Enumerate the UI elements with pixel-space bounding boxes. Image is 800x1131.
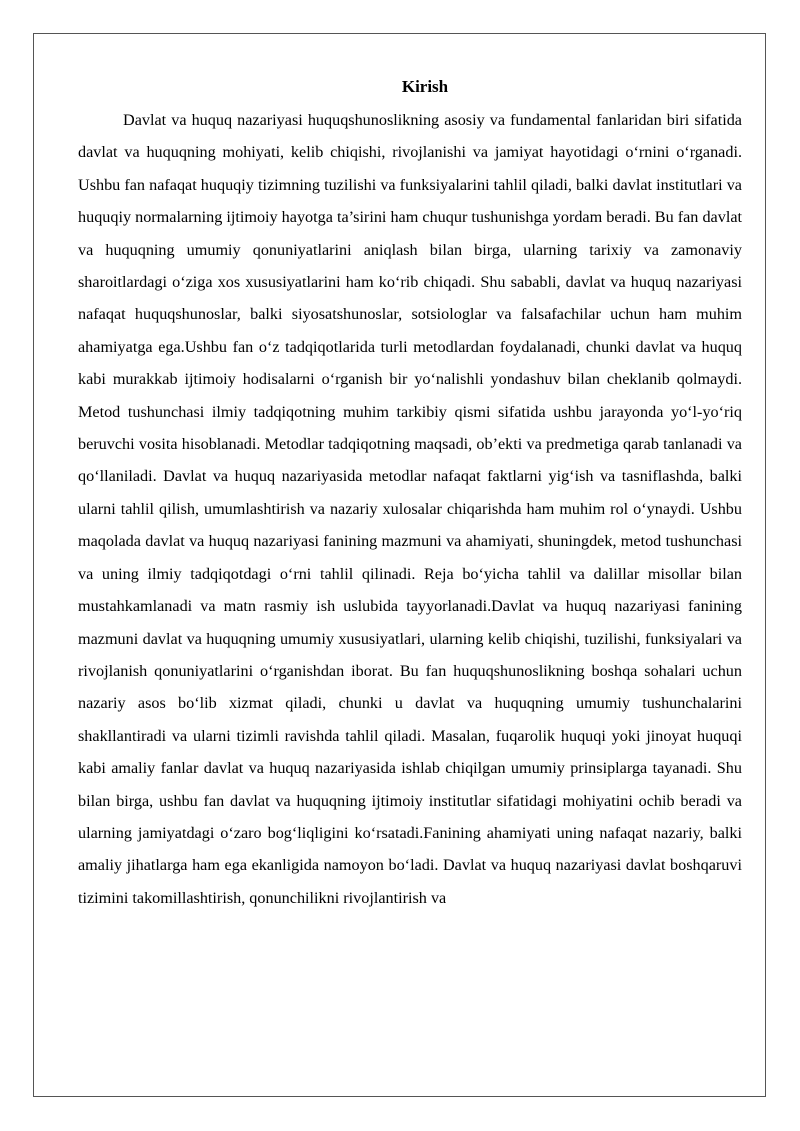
- document-body: [78, 73, 742, 914]
- body-paragraph: Davlat va huquq nazariyasi huquqshunoslikning asosiy va fundamental fanlaridan biri sifatida davlat va huquqning mohiyati, kelib chiqishi, rivojlanishi va jamiyat hayotidagi o‘rnini o‘rganadi. Ushbu fan nafaqat huquqiy tizimning tuzilishi va funksiyalarini tahlil qiladi, balki davlat institutlari va huquqiy normalarning ijtimoiy hayotga ta’sirini ham chuqur tushunishga yordam beradi. Bu fan davlat va huquqning umumiy qonuniyatlarini aniqlash bilan birga, ularning tarixiy va zamonaviy sharoitlardagi o‘ziga xos xususiyatlarini ham ko‘rib chiqadi. Shu sababli, davlat va huquq nazariyasi nafaqat huquqshunoslar, balki siyosatshunoslar, sotsiologlar va falsafachilar uchun ham muhim ahamiyatga ega.Ushbu fan o‘z tadqiqotlarida turli metodlardan foydalanadi, chunki davlat va huquq kabi murakkab ijtimoiy hodisalarni o‘rganish bir yo‘nalishli yondashuv bilan cheklanib qolmaydi. Metod tushunchasi ilmiy tadqiqotning muhim tarkibiy qismi sifatida ushbu jarayonda yo‘l-yo‘riq beruvchi vosita hisoblanadi. Metodlar tadqiqotning maqsadi, ob’ekti va predmetiga qarab tanlanadi va qo‘llaniladi. Davlat va huquq nazariyasida metodlar nafaqat faktlarni yig‘ish va tasniflashda, balki ularni tahlil qilish, umumlashtirish va nazariy xulosalar chiqarishda ham muhim rol o‘ynaydi. Ushbu maqolada davlat va huquq nazariyasi fanining mazmuni va ahamiyati, shuningdek, metod tushunchasi va uning ilmiy tadqiqotdagi o‘rni tahlil qilinadi. Reja bo‘yicha tahlil va dalillar misollar bilan mustahkamlanadi va matn rasmiy ish uslubida tayyorlanadi.Davlat va huquq nazariyasi fanining mazmuni davlat va huquqning umumiy xususiyatlari, ularning kelib chiqishi, tuzilishi, funksiyalari va rivojlanish qonuniyatlarini o‘rganishdan iborat. Bu fan huquqshunoslikning boshqa sohalari uchun nazariy asos bo‘lib xizmat qiladi, chunki u davlat va huquqning umumiy tushunchalarini shakllantiradi va ularni tizimli ravishda tahlil qiladi. Masalan, fuqarolik huquqi yoki jinoyat huquqi kabi amaliy fanlar davlat va huquq nazariyasida ishlab chiqilgan umumiy prinsiplarga tayanadi. Shu bilan birga, ushbu fan davlat va huquqning ijtimoiy institutlar sifatidagi mohiyatini ochib beradi va ularning jamiyatdagi o‘zaro bog‘liqligini ko‘rsatadi.Fanining ahamiyati uning nafaqat nazariy, balki amaliy jihatlarga ham ega ekanligida namoyon bo‘ladi. Davlat va huquq nazariyasi davlat boshqaruvi tizimini takomillashtirish, qonunchilikni rivojlantirish va: [78, 111, 743, 907]
- document-title: Kirish: [401, 77, 449, 96]
